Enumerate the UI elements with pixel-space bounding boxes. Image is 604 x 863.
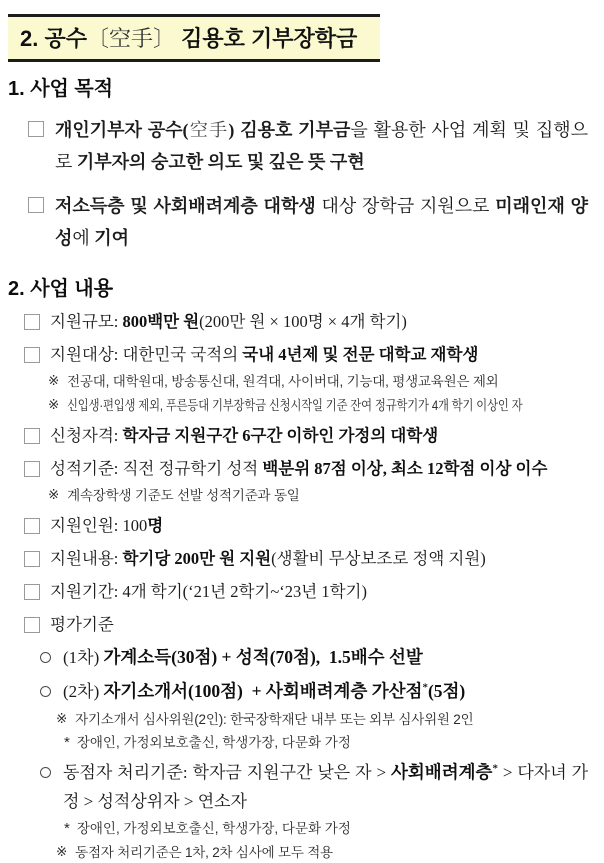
checkbox-icon: [28, 197, 44, 213]
circle-bullet-icon: [40, 652, 51, 663]
subitem-round2-scoring: (2차) 자기소개서(100점) + 사회배려계층 가산점*(5점): [40, 677, 588, 706]
section-2-heading: 2. 사업 내용: [8, 278, 114, 300]
item-support-period: 지원기간: 4개 학기(‘21년 2학기~‘23년 1학기): [24, 579, 596, 605]
checkbox-icon: [24, 584, 40, 600]
asterisk-mark-icon: *: [64, 820, 70, 837]
reference-mark-icon: ※: [56, 711, 68, 727]
checkbox-icon: [24, 314, 40, 330]
note-continuing-scholar: ※ 계속장학생 기준도 선발 성적기준과 동일: [48, 485, 596, 506]
reference-mark-icon: ※: [48, 373, 60, 389]
section-1-heading: 1. 사업 목적: [8, 78, 114, 100]
reference-mark-icon: ※: [48, 397, 60, 413]
hanja-text: 空手: [188, 120, 229, 140]
item-support-content: 지원내용: 학기당 200만 원 지원(생활비 무상보조로 정액 지원): [24, 546, 596, 572]
item-grade-criteria: 성적기준: 직전 정규학기 성적 백분위 87점 이상, 최소 12학점 이상 이수: [24, 456, 596, 482]
checkbox-icon: [28, 121, 44, 137]
checkbox-icon: [24, 551, 40, 567]
reference-mark-icon: ※: [56, 844, 68, 860]
page-title-banner: [8, 14, 380, 62]
asterisk-mark-icon: *: [64, 734, 70, 751]
subitem-round1-scoring: (1차) 가계소득(30점) + 성적(70점), 1.5배수 선발: [40, 643, 588, 672]
footnote-asterisk: *: [422, 681, 428, 694]
checkbox-icon: [24, 617, 40, 633]
note-excluded-schools: ※ 전공대, 대학원대, 방송통신대, 원격대, 사이버대, 기능대, 평생교육원은 제외: [48, 371, 596, 392]
note-social-care-groups: * 장애인, 가정외보호출신, 학생가장, 다문화 가정: [64, 820, 351, 837]
item-support-scale: 지원규모: 800백만 원(200만 원 × 100명 × 4개 학기): [24, 309, 596, 335]
note-essay-reviewers: ※ 자기소개서 심사위원(2인): 한국장학재단 내부 또는 외부 심사위원 2인: [56, 709, 596, 730]
title-hanja: 〔空手〕: [86, 26, 175, 51]
item-headcount: 지원인원: 100명: [24, 513, 596, 539]
note-tiebreaker-applies: ※ 동점자 처리기준은 1차, 2차 심사에 모두 적용: [56, 842, 596, 863]
purpose-item-donor-intent: 개인기부자 공수(空手) 김용호 기부금을 활용한 사업 계획 및 집행으로 기부자의 숭고한 의도 및 깊은 뜻 구현: [28, 114, 588, 178]
checkbox-icon: [24, 428, 40, 444]
note-freshman-transfer-excluded: ※ 신입생·편입생 제외, 푸른등대 기부장학금 신청시작일 기준 잔여 정규학기가 4개 학기 이상인 자: [48, 395, 596, 416]
page-title: 2. 공수〔空手〕 김용호 기부장학금: [20, 26, 358, 51]
item-support-target: 지원대상: 대한민국 국적의 국내 4년제 및 전문 대학교 재학생: [24, 342, 596, 368]
purpose-item-future-talent: 저소득층 및 사회배려계층 대학생 대상 장학금 지원으로 미래인재 양성에 기여: [28, 190, 588, 254]
checkbox-icon: [24, 461, 40, 477]
item-application-eligibility: 신청자격: 학자금 지원구간 6구간 이하인 가정의 대학생: [24, 423, 596, 449]
checkbox-icon: [24, 518, 40, 534]
reference-mark-icon: ※: [48, 487, 60, 503]
checkbox-icon: [24, 347, 40, 363]
footnote-asterisk: *: [492, 762, 498, 775]
item-evaluation-criteria: 평가기준: [24, 612, 596, 638]
circle-bullet-icon: [40, 686, 51, 697]
subitem-tiebreaker-rule: 동점자 처리기준: 학자금 지원구간 낮은 자 > 사회배려계층* > 다자녀 가정 > 성적상위자 > 연소자: [40, 758, 588, 816]
circle-bullet-icon: [40, 767, 51, 778]
note-social-care-groups: * 장애인, 가정외보호출신, 학생가장, 다문화 가정: [64, 734, 351, 751]
